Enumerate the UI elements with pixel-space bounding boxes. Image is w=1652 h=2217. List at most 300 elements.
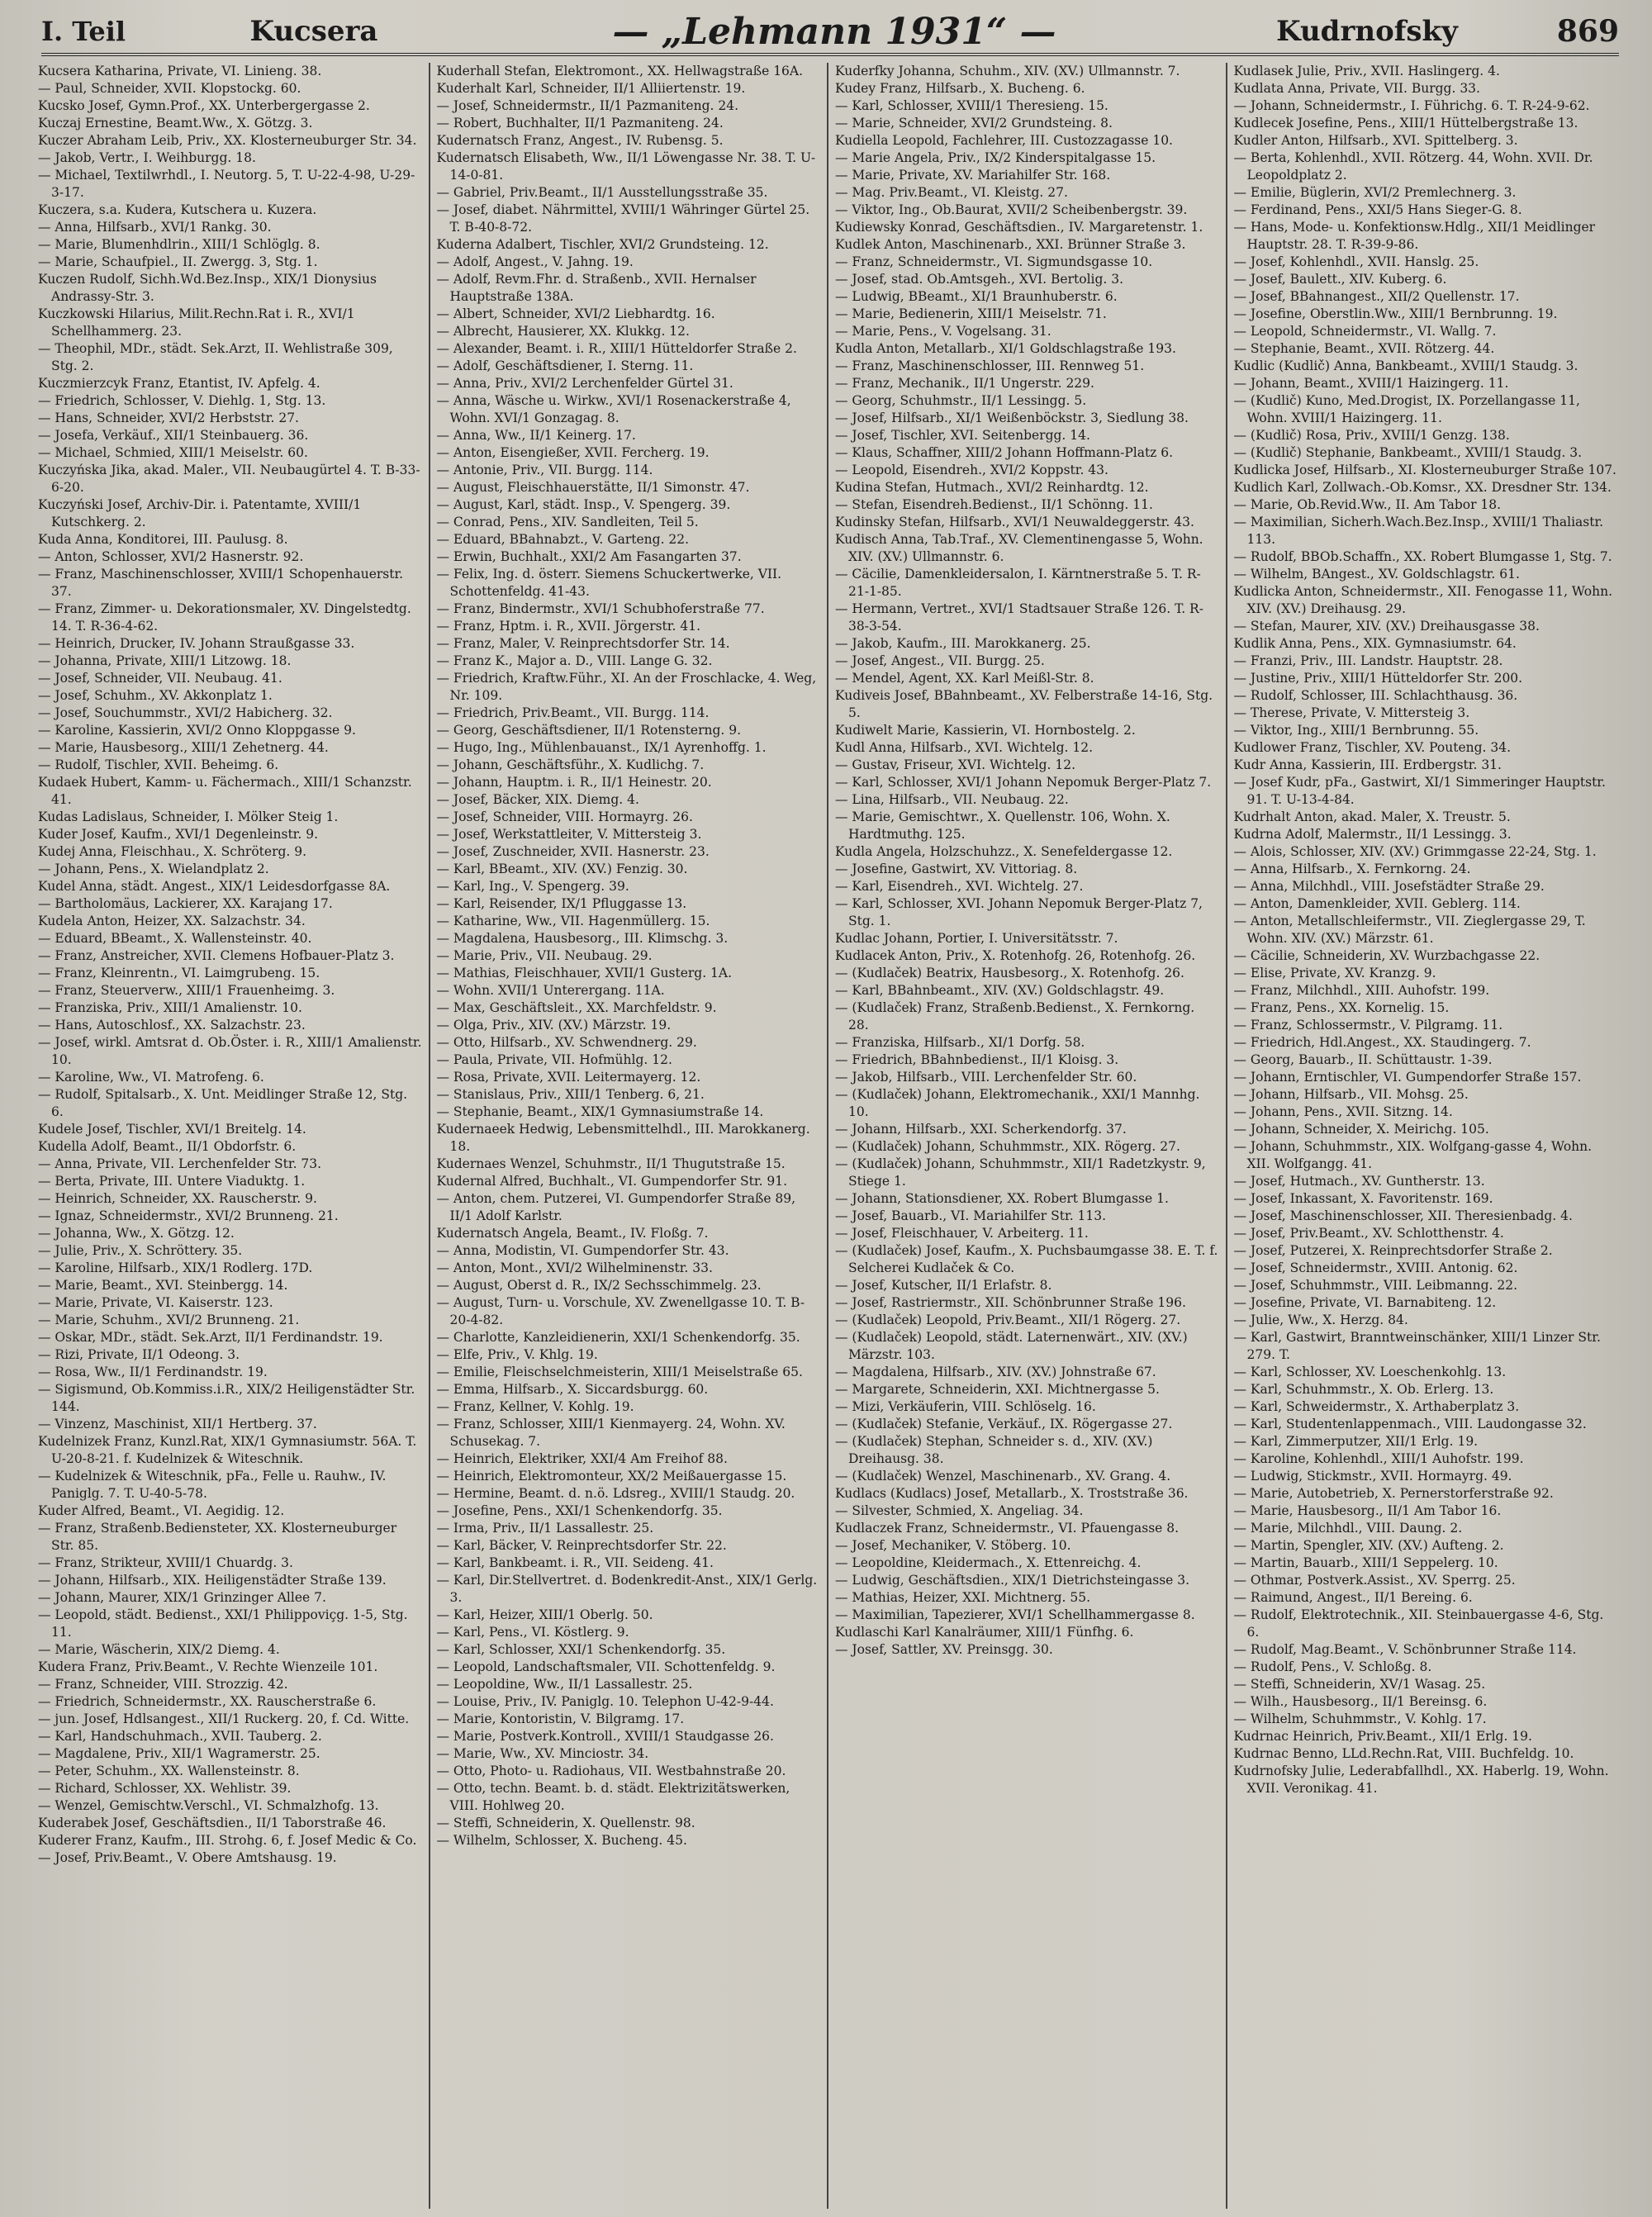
directory-entry: Kuczen Rudolf, Sichh.Wd.Bez.Insp., XIX/1 Dionysius Andrassy-Str. 3. bbox=[38, 272, 377, 304]
directory-entry: — (Kudlaček) Leopold, städt. Laternenwärt., XIV. (XV.) Märzstr. 103. bbox=[835, 1330, 1188, 1362]
directory-entry: — Johann, Schuhmmstr., XIX. Wolfgang-gasse 4, Wohn. XII. Wolfgangg. 41. bbox=[1233, 1139, 1593, 1171]
directory-entry: — Josefine, Private, VI. Barnabiteng. 12. bbox=[1233, 1295, 1497, 1310]
directory-entry: — Stefan, Maurer, XIV. (XV.) Dreihausgasse 38. bbox=[1233, 619, 1540, 634]
directory-entry: — Mizi, Verkäuferin, VIII. Schlöselg. 16. bbox=[835, 1399, 1096, 1414]
directory-entry: — Franz, Schlossermstr., V. Pilgramg. 11. bbox=[1233, 1018, 1503, 1033]
directory-entry: — Josef, Priv.Beamt., V. Obere Amtshausg. 19. bbox=[38, 1850, 337, 1865]
directory-entry: — Margarete, Schneiderin, XXI. Michtnergasse 5. bbox=[835, 1382, 1160, 1397]
directory-entry: — Johann, Pens., XVII. Sitzng. 14. bbox=[1233, 1104, 1453, 1119]
directory-entry: — Vinzenz, Maschinist, XII/1 Hertberg. 37. bbox=[38, 1417, 317, 1431]
directory-entry: — Martin, Bauarb., XIII/1 Seppelerg. 10. bbox=[1233, 1555, 1498, 1570]
directory-entry: Kudr Anna, Kassierin, III. Erdbergstr. 31. bbox=[1233, 757, 1502, 772]
directory-entry: Kucsera Katharina, Private, VI. Linieng. 38. bbox=[38, 64, 322, 78]
directory-entry: Kudas Ladislaus, Schneider, I. Mölker Steig 1. bbox=[38, 809, 339, 824]
directory-entry: — Karl, Gastwirt, Branntweinschänker, XIII/1 Linzer Str. 279. T. bbox=[1233, 1330, 1601, 1362]
section-label: I. Teil bbox=[41, 16, 126, 47]
directory-entry: — Franz, Schneidermstr., VI. Sigmundsgasse 10. bbox=[835, 254, 1153, 269]
directory-entry: Kudele Josef, Tischler, XVI/1 Breitelg. 14. bbox=[38, 1122, 306, 1137]
directory-entry: Kuczyński Josef, Archiv-Dir. i. Patentamte, XVIII/1 Kutschkerg. 2. bbox=[38, 497, 362, 529]
directory-entry: — (Kudlaček) Wenzel, Maschinenarb., XV. Grang. 4. bbox=[835, 1469, 1171, 1484]
directory-entry: — Wilhelm, Schuhmmstr., V. Kohlg. 17. bbox=[1233, 1711, 1487, 1726]
directory-entry: — Karl, Dir.Stellvertret. d. Bodenkredit-Anst., XIX/1 Gerlg. 3. bbox=[436, 1573, 818, 1605]
directory-entry: — (Kudlaček) Johann, Schuhmmstr., XIX. Rögerg. 27. bbox=[835, 1139, 1180, 1154]
directory-entry: Kudey Franz, Hilfsarb., X. Bucheng. 6. bbox=[835, 81, 1085, 96]
directory-entry: — Franz, Schneider, VIII. Strozzig. 42. bbox=[38, 1677, 288, 1692]
directory-entry: Kudlaschi Karl Kanalräumer, XIII/1 Fünfhg. 6. bbox=[835, 1625, 1134, 1640]
directory-entry: Kudiwelt Marie, Kassierin, VI. Hornbostelg. 2. bbox=[835, 723, 1136, 738]
directory-entry: — Josef, Mechaniker, V. Stöberg. 10. bbox=[835, 1538, 1071, 1553]
directory-entry: Kudrhalt Anton, akad. Maler, X. Treustr. 5. bbox=[1233, 809, 1511, 824]
directory-entry: — Karl, Schweidermstr., X. Arthaberplatz 3. bbox=[1233, 1399, 1520, 1414]
directory-entry: — Emilie, Fleischselchmeisterin, XIII/1 Meiselstraße 65. bbox=[436, 1365, 803, 1379]
directory-entry: Kudej Anna, Fleischhau., X. Schröterg. 9. bbox=[38, 844, 307, 859]
directory-entry: — jun. Josef, Hdlsangest., XII/1 Ruckerg. 20, f. Cd. Witte. bbox=[38, 1711, 410, 1726]
directory-entry: — Johann, Hilfsarb., VII. Mohsg. 25. bbox=[1233, 1087, 1469, 1102]
directory-entry: Kudlaczek Franz, Schneidermstr., VI. Pfauengasse 8. bbox=[835, 1521, 1180, 1536]
directory-entry: — Mathias, Heizer, XXI. Michtnerg. 55. bbox=[835, 1590, 1091, 1605]
directory-entry: — Franz, Maschinenschlosser, XVIII/1 Schopenhauerstr. 37. bbox=[38, 567, 404, 599]
directory-entry: — Eduard, BBahnabzt., V. Garteng. 22. bbox=[436, 532, 690, 547]
directory-entry: — Anton, Schlosser, XVI/2 Hasnerstr. 92. bbox=[38, 549, 304, 564]
directory-entry: — Conrad, Pens., XIV. Sandleiten, Teil 5. bbox=[436, 515, 699, 529]
directory-entry: — Anna, Hilfsarb., XVI/1 Rankg. 30. bbox=[38, 220, 272, 235]
directory-entry: Kudlacs (Kudlacs) Josef, Metallarb., X. Troststraße 36. bbox=[835, 1486, 1189, 1501]
directory-entry: — Friedrich, Schlosser, V. Diehlg. 1, Stg. 13. bbox=[38, 393, 326, 408]
directory-entry: — Josef, diabet. Nährmittel, XVIII/1 Währinger Gürtel 25. T. B-40-8-72. bbox=[436, 202, 810, 235]
directory-entry: — Anna, Milchhdl., VIII. Josefstädter Straße 29. bbox=[1233, 879, 1545, 894]
directory-entry: — Marie, Milchhdl., VIII. Daung. 2. bbox=[1233, 1521, 1463, 1536]
directory-entry: Kudera Franz, Priv.Beamt., V. Rechte Wienzeile 101. bbox=[38, 1659, 378, 1674]
directory-entry: — Leopold, städt. Bedienst., XXI/1 Philippoviçg. 1-5, Stg. 11. bbox=[38, 1607, 408, 1640]
directory-entry: — Maximilian, Sicherh.Wach.Bez.Insp., XVIII/1 Thaliastr. 113. bbox=[1233, 515, 1604, 547]
directory-entry: — Cäcilie, Schneiderin, XV. Wurzbachgasse 22. bbox=[1233, 948, 1540, 963]
directory-entry: — Otto, Photo- u. Radiohaus, VII. Westbahnstraße 20. bbox=[436, 1764, 786, 1778]
directory-entry: — Wenzel, Gemischtw.Verschl., VI. Schmalzhofg. 13. bbox=[38, 1798, 379, 1813]
directory-entry: — Hugo, Ing., Mühlenbauanst., IX/1 Ayrenhoffg. 1. bbox=[436, 740, 767, 755]
directory-entry: — Charlotte, Kanzleidienerin, XXI/1 Schenkendorfg. 35. bbox=[436, 1330, 800, 1345]
directory-entry: Kudlich Karl, Zollwach.-Ob.Komsr., XX. Dresdner Str. 134. bbox=[1233, 480, 1612, 495]
directory-entry: Kudla Angela, Holzschuhzz., X. Senefeldergasse 12. bbox=[835, 844, 1173, 859]
directory-entry: — Julie, Ww., X. Herzg. 84. bbox=[1233, 1313, 1408, 1327]
directory-entry: — Josef, Schuhm., XV. Akkonplatz 1. bbox=[38, 688, 273, 703]
directory-entry: — Anna, Priv., XVI/2 Lerchenfelder Gürtel 31. bbox=[436, 376, 733, 391]
directory-entry: — Elfe, Priv., V. Khlg. 19. bbox=[436, 1347, 598, 1362]
directory-entry: — Marie, Kontoristin, V. Bilgramg. 17. bbox=[436, 1711, 685, 1726]
directory-entry: — Anton, chem. Putzerei, VI. Gumpendorfer Straße 89, II/1 Adolf Karlstr. bbox=[436, 1191, 796, 1223]
directory-entry: — Karl, BBeamt., XIV. (XV.) Fenzig. 30. bbox=[436, 862, 688, 876]
directory-entry: — Ignaz, Schneidermstr., XVI/2 Brunneng. 21. bbox=[38, 1208, 339, 1223]
directory-entry: Kuczaj Ernestine, Beamt.Ww., X. Götzg. 3. bbox=[38, 116, 313, 131]
directory-entry: Kuderabek Josef, Geschäftsdien., II/1 Taborstraße 46. bbox=[38, 1816, 387, 1830]
directory-entry: — Bartholomäus, Lackierer, XX. Karajang 17. bbox=[38, 896, 333, 911]
directory-entry: Kudla Anton, Metallarb., XI/1 Goldschlagstraße 193. bbox=[835, 341, 1176, 356]
directory-entry: Kudiella Leopold, Fachlehrer, III. Custozzagasse 10. bbox=[835, 133, 1173, 148]
directory-entry: — (Kudlaček) Stephan, Schneider s. d., XIV. (XV.) Dreihausg. 38. bbox=[835, 1434, 1153, 1466]
directory-entry: — Franziska, Hilfsarb., XI/1 Dorfg. 58. bbox=[835, 1035, 1085, 1050]
directory-entry: — (Kudlaček) Johann, Schuhmmstr., XII/1 Radetzkystr. 9, Stiege 1. bbox=[835, 1156, 1206, 1189]
directory-entry: — Magdalene, Priv., XII/1 Wagramerstr. 25. bbox=[38, 1746, 320, 1761]
directory-entry: — Marie Angela, Priv., IX/2 Kinderspitalgasse 15. bbox=[835, 150, 1156, 165]
directory-entry: — Stephanie, Beamt., XIX/1 Gymnasiumstraße 14. bbox=[436, 1104, 764, 1119]
directory-entry: — Josef, Hilfsarb., XI/1 Weißenböckstr. 3, Siedlung 38. bbox=[835, 411, 1189, 425]
directory-entry: — (Kudlič) Kuno, Med.Drogist, IX. Porzellangasse 11, Wohn. XVIII/1 Haizingerg. 11. bbox=[1233, 393, 1580, 425]
directory-entry: — Franz K., Major a. D., VIII. Lange G. 32. bbox=[436, 653, 713, 668]
directory-entry: — Robert, Buchhalter, II/1 Pazmaniteng. 24. bbox=[436, 116, 724, 131]
directory-entry: — Karl, Reisender, IX/1 Pfluggasse 13. bbox=[436, 896, 687, 911]
directory-entry: Kudina Stefan, Hutmach., XVI/2 Reinhardtg. 12. bbox=[835, 480, 1149, 495]
directory-entry: — Erwin, Buchhalt., XXI/2 Am Fasangarten 37. bbox=[436, 549, 742, 564]
directory-entry: — Franz, Straßenb.Bediensteter, XX. Klosterneuburger Str. 85. bbox=[38, 1521, 397, 1553]
directory-entry: — Hans, Mode- u. Konfektionsw.Hdlg., XII/1 Meidlinger Hauptstr. 28. T. R-39-9-86. bbox=[1233, 220, 1596, 252]
directory-entry: — Karoline, Hilfsarb., XIX/1 Rodlerg. 17D. bbox=[38, 1260, 313, 1275]
directory-entry: — Friedrich, Kraftw.Führ., XI. An der Froschlacke, 4. Weg, Nr. 109. bbox=[436, 671, 817, 703]
directory-entry: — Anton, Mont., XVI/2 Wilhelminenstr. 33. bbox=[436, 1260, 713, 1275]
directory-entry: — Friedrich, Priv.Beamt., VII. Burgg. 114. bbox=[436, 705, 710, 720]
directory-entry: — Rudolf, Spitalsarb., X. Unt. Meidlinger Straße 12, Stg. 6. bbox=[38, 1087, 408, 1119]
directory-entry: Kudler Anton, Hilfsarb., XVI. Spittelberg. 3. bbox=[1233, 133, 1518, 148]
directory-entry: — Karl, Schlosser, XVI/1 Johann Nepomuk Berger-Platz 7. bbox=[835, 775, 1212, 790]
directory-entry: — Rizi, Private, II/1 Odeong. 3. bbox=[38, 1347, 240, 1362]
directory-entry: — Friedrich, Hdl.Angest., XX. Staudingerg. 7. bbox=[1233, 1035, 1531, 1050]
last-entry-keyword: Kudrnofsky bbox=[1276, 15, 1458, 48]
directory-entry: — (Kudlič) Rosa, Priv., XVIII/1 Genzg. 138. bbox=[1233, 428, 1510, 443]
directory-entry: — Magdalena, Hilfsarb., XIV. (XV.) Johnstraße 67. bbox=[835, 1365, 1156, 1379]
directory-entry: — Rudolf, BBOb.Schaffn., XX. Robert Blumgasse 1, Stg. 7. bbox=[1233, 549, 1612, 564]
directory-entry: — Anna, Private, VII. Lerchenfelder Str. 73. bbox=[38, 1156, 322, 1171]
directory-entry: Kuczer Abraham Leib, Priv., XX. Klosterneuburger Str. 34. bbox=[38, 133, 417, 148]
directory-entry: — Wohn. XVII/1 Unterergang. 11A. bbox=[436, 983, 665, 998]
directory-entry: — Karl, Pens., VI. Köstlerg. 9. bbox=[436, 1625, 629, 1640]
directory-entry: — Karl, Heizer, XIII/1 Oberlg. 50. bbox=[436, 1607, 653, 1622]
directory-entry: — Stephanie, Beamt., XVII. Rötzerg. 44. bbox=[1233, 341, 1495, 356]
entry-columns bbox=[31, 63, 1624, 2209]
column-2 bbox=[430, 63, 829, 2209]
directory-entry: — Irma, Priv., II/1 Lassallestr. 25. bbox=[436, 1521, 654, 1536]
directory-entry: Kudlasek Julie, Priv., XVII. Haslingerg. 4. bbox=[1233, 64, 1500, 78]
directory-entry: — Josef, stad. Ob.Amtsgeh., XVI. Bertolig. 3. bbox=[835, 272, 1124, 287]
directory-entry: — Marie, Postverk.Kontroll., XVIII/1 Staudgasse 26. bbox=[436, 1729, 774, 1744]
directory-entry: Kudaek Hubert, Kamm- u. Fächermach., XIII/1 Schanzstr. 41. bbox=[38, 775, 412, 807]
directory-entry: — Silvester, Schmied, X. Angeliag. 34. bbox=[835, 1503, 1084, 1518]
directory-entry: — Albrecht, Hausierer, XX. Klukkg. 12. bbox=[436, 324, 690, 339]
directory-entry: — Leopold, Landschaftsmaler, VII. Schottenfeldg. 9. bbox=[436, 1659, 776, 1674]
directory-entry: — Otto, Hilfsarb., XV. Schwendnerg. 29. bbox=[436, 1035, 697, 1050]
directory-entry: — Emma, Hilfsarb., X. Siccardsburgg. 60. bbox=[436, 1382, 709, 1397]
directory-entry: Kudisch Anna, Tab.Traf., XV. Clementinengasse 5, Wohn. XIV. (XV.) Ullmannstr. 6. bbox=[835, 532, 1203, 564]
directory-entry: — Steffi, Schneiderin, XV/1 Wasag. 25. bbox=[1233, 1677, 1486, 1692]
directory-entry: — Theophil, MDr., städt. Sek.Arzt, II. Wehlistraße 309, Stg. 2. bbox=[38, 341, 393, 373]
directory-entry: — Karl, Ing., V. Spengerg. 39. bbox=[436, 879, 629, 894]
directory-entry: — Franz, Zimmer- u. Dekorationsmaler, XV. Dingelstedtg. 14. T. R-36-4-62. bbox=[38, 601, 411, 634]
directory-entry: Kudernatsch Elisabeth, Ww., II/1 Löwengasse Nr. 38. T. U-14-0-81. bbox=[436, 150, 816, 183]
directory-entry: — Hermann, Vertret., XVI/1 Stadtsauer Straße 126. T. R-38-3-54. bbox=[835, 601, 1203, 634]
directory-entry: — Viktor, Ing., XIII/1 Bernbrunng. 55. bbox=[1233, 723, 1479, 738]
directory-entry: — Franz, Maschinenschlosser, III. Rennweg 51. bbox=[835, 358, 1145, 373]
directory-entry: — Marie, Wäscherin, XIX/2 Diemg. 4. bbox=[38, 1642, 280, 1657]
directory-entry: — Alois, Schlosser, XIV. (XV.) Grimmgasse 22-24, Stg. 1. bbox=[1233, 844, 1597, 859]
directory-entry: Kuczkowski Hilarius, Milit.Rechn.Rat i. R., XVI/1 Schellhammerg. 23. bbox=[38, 306, 355, 339]
directory-entry: — Franz, Milchhdl., XIII. Auhofstr. 199. bbox=[1233, 983, 1490, 998]
directory-entry: — Josef, Sattler, XV. Preinsgg. 30. bbox=[835, 1642, 1053, 1657]
directory-entry: — Anna, Wäsche u. Wirkw., XVI/1 Rosenackerstraße 4, Wohn. XVI/1 Gonzagag. 8. bbox=[436, 393, 791, 425]
directory-entry: — Katharine, Ww., VII. Hagenmüllerg. 15. bbox=[436, 914, 710, 928]
directory-title: — „Lehmann 1931“ — bbox=[612, 10, 1056, 53]
directory-entry: — Karl, Studentenlappenmach., VIII. Laudongasse 32. bbox=[1233, 1417, 1587, 1431]
directory-entry: Kudlik Anna, Pens., XIX. Gymnasiumstr. 64. bbox=[1233, 636, 1517, 651]
directory-entry: — Paul, Schneider, XVII. Klopstockg. 60. bbox=[38, 81, 301, 96]
directory-entry: — Josef, Bäcker, XIX. Diemg. 4. bbox=[436, 792, 639, 807]
directory-entry: — Friedrich, Schneidermstr., XX. Rauscherstraße 6. bbox=[38, 1694, 377, 1709]
directory-entry: Kuderer Franz, Kaufm., III. Strohg. 6, f. Josef Medic & Co. bbox=[38, 1833, 417, 1848]
directory-entry: — Karl, Schlosser, XV. Loeschenkohlg. 13. bbox=[1233, 1365, 1507, 1379]
directory-entry: — Johann, Maurer, XIX/1 Grinzinger Allee 7. bbox=[38, 1590, 326, 1605]
directory-entry: — Johann, Pens., X. Wielandplatz 2. bbox=[38, 862, 269, 876]
directory-entry: — Magdalena, Hausbesorg., III. Klimschg. 3. bbox=[436, 931, 729, 946]
directory-entry: — Ludwig, BBeamt., XI/1 Braunhuberstr. 6. bbox=[835, 289, 1118, 304]
directory-entry: — Felix, Ing. d. österr. Siemens Schuckertwerke, VII. Schottenfeldg. 41-43. bbox=[436, 567, 782, 599]
directory-entry: — August, Turn- u. Vorschule, XV. Zwenellgasse 10. T. B-20-4-82. bbox=[436, 1295, 805, 1327]
directory-entry: — Josefine, Pens., XXI/1 Schenkendorfg. 35. bbox=[436, 1503, 723, 1518]
directory-entry: — Johann, Beamt., XVIII/1 Haizingerg. 11. bbox=[1233, 376, 1509, 391]
page-number: 869 bbox=[1556, 14, 1619, 49]
directory-entry: — Karl, Zimmerputzer, XII/1 Erlg. 19. bbox=[1233, 1434, 1479, 1449]
directory-entry: — Heinrich, Elektriker, XXI/4 Am Freihof 88. bbox=[436, 1451, 728, 1466]
directory-entry: — Franziska, Priv., XIII/1 Amalienstr. 10. bbox=[38, 1000, 302, 1015]
directory-entry: — Josef, Putzerei, X. Reinprechtsdorfer Straße 2. bbox=[1233, 1243, 1553, 1258]
directory-entry: — Karl, Bankbeamt. i. R., VII. Seideng. 41. bbox=[436, 1555, 714, 1570]
directory-entry: — (Kudlaček) Beatrix, Hausbesorg., X. Rotenhofg. 26. bbox=[835, 966, 1184, 980]
directory-entry: — Josef, Kohlenhdl., XVII. Hanslg. 25. bbox=[1233, 254, 1479, 269]
directory-entry: — Anna, Modistin, VI. Gumpendorfer Str. 43. bbox=[436, 1243, 729, 1258]
directory-entry: — Franz, Kleinrentn., VI. Laimgrubeng. 15. bbox=[38, 966, 320, 980]
directory-entry: Kuczmierzcyk Franz, Etantist, IV. Apfelg. 4. bbox=[38, 376, 320, 391]
directory-entry: — Josef, Schneider, VIII. Hormayrg. 26. bbox=[436, 809, 693, 824]
directory-entry: — Josef, Angest., VII. Burgg. 25. bbox=[835, 653, 1045, 668]
directory-entry: — Mendel, Agent, XX. Karl Meißl-Str. 8. bbox=[835, 671, 1094, 686]
directory-entry: Kudrnofsky Julie, Lederabfallhdl., XX. Haberlg. 19, Wohn. XVII. Veronikag. 41. bbox=[1233, 1764, 1609, 1796]
directory-entry: Kudinsky Stefan, Hilfsarb., XVI/1 Neuwaldeggerstr. 43. bbox=[835, 515, 1194, 529]
directory-entry: — Johanna, Ww., X. Götzg. 12. bbox=[38, 1226, 235, 1241]
directory-entry: — Marie, Hausbesorg., II/1 Am Tabor 16. bbox=[1233, 1503, 1502, 1518]
directory-entry: — Adolf, Revm.Fhr. d. Straßenb., XVII. Hernalser Hauptstraße 138A. bbox=[436, 272, 757, 304]
directory-entry: — Wilh., Hausbesorg., II/1 Bereinsg. 6. bbox=[1233, 1694, 1488, 1709]
directory-entry: — Johann, Erntischler, VI. Gumpendorfer Straße 157. bbox=[1233, 1070, 1582, 1085]
directory-entry: — Stanislaus, Priv., XIII/1 Tenberg. 6, 21. bbox=[436, 1087, 705, 1102]
directory-entry: — Franz, Strikteur, XVIII/1 Chuardg. 3. bbox=[38, 1555, 293, 1570]
directory-entry: — Karl, Eisendreh., XVI. Wichtelg. 27. bbox=[835, 879, 1084, 894]
directory-entry: — Steffi, Schneiderin, X. Quellenstr. 98. bbox=[436, 1816, 695, 1830]
directory-entry: — Johann, Hauptm. i. R., II/1 Heinestr. 20. bbox=[436, 775, 712, 790]
directory-entry: Kudelnizek Franz, Kunzl.Rat, XIX/1 Gymnasiumstr. 56A. T. U-20-8-21. f. Kudelnizek & Witeschnik. bbox=[38, 1434, 417, 1466]
directory-entry: — Jakob, Hilfsarb., VIII. Lerchenfelder Str. 60. bbox=[835, 1070, 1137, 1085]
directory-entry: Kuderhall Stefan, Elektromont., XX. Hellwagstraße 16A. bbox=[436, 64, 804, 78]
directory-entry: — Franz, Bindermstr., XVI/1 Schubhoferstraße 77. bbox=[436, 601, 765, 616]
directory-entry: — Emilie, Büglerin, XVI/2 Premlechnerg. 3. bbox=[1233, 185, 1517, 200]
directory-entry: — Olga, Priv., XIV. (XV.) Märzstr. 19. bbox=[436, 1018, 672, 1033]
directory-entry: Kuderfky Johanna, Schuhm., XIV. (XV.) Ullmannstr. 7. bbox=[835, 64, 1180, 78]
directory-entry: — (Kudlaček) Josef, Kaufm., X. Puchsbaumgasse 38. E. T. f. Selcherei Kudlaček & Co. bbox=[835, 1243, 1218, 1275]
directory-entry: — Karoline, Kohlenhdl., XIII/1 Auhofstr. 199. bbox=[1233, 1451, 1524, 1466]
directory-entry: — Josef, Schneidermstr., XVIII. Antonig. 62. bbox=[1233, 1260, 1518, 1275]
directory-entry: Kuder Alfred, Beamt., VI. Aegidig. 12. bbox=[38, 1503, 285, 1518]
directory-entry: — Marie, Autobetrieb, X. Pernerstorferstraße 92. bbox=[1233, 1486, 1554, 1501]
directory-entry: — Franz, Schlosser, XIII/1 Kienmayerg. 24, Wohn. XV. Schusekag. 7. bbox=[436, 1417, 786, 1449]
directory-entry: — Rudolf, Schlosser, III. Schlachthausg. 36. bbox=[1233, 688, 1518, 703]
directory-entry: Kudlacek Anton, Priv., X. Rotenhofg. 26, Rotenhofg. 26. bbox=[835, 948, 1196, 963]
directory-entry: — Johann, Schneidermstr., I. Führichg. 6. T. R-24-9-62. bbox=[1233, 98, 1590, 113]
directory-entry: Kudlicka Josef, Hilfsarb., XI. Klosterneuburger Straße 107. bbox=[1233, 463, 1616, 477]
directory-entry: — Josefine, Gastwirt, XV. Vittoriag. 8. bbox=[835, 862, 1078, 876]
directory-entry: — August, Karl, städt. Insp., V. Spengerg. 39. bbox=[436, 497, 731, 512]
directory-entry: — Karl, BBahnbeamt., XIV. (XV.) Goldschlagstr. 49. bbox=[835, 983, 1165, 998]
directory-entry: — Anna, Hilfsarb., X. Fernkorng. 24. bbox=[1233, 862, 1471, 876]
directory-entry: — Johann, Geschäftsführ., X. Kudlichg. 7. bbox=[436, 757, 705, 772]
directory-entry: — Ludwig, Geschäftsdien., XIX/1 Dietrichsteingasse 3. bbox=[835, 1573, 1190, 1588]
column-4 bbox=[1227, 63, 1625, 2209]
directory-entry: — Jakob, Vertr., I. Weihburgg. 18. bbox=[38, 150, 256, 165]
directory-entry: — Leopold, Eisendreh., XVI/2 Koppstr. 43. bbox=[835, 463, 1108, 477]
directory-entry: — Karl, Schlosser, XXI/1 Schenkendorfg. 35. bbox=[436, 1642, 726, 1657]
directory-entry: — Antonie, Priv., VII. Burgg. 114. bbox=[436, 463, 653, 477]
directory-entry: Kuda Anna, Konditorei, III. Paulusg. 8. bbox=[38, 532, 288, 547]
directory-entry: Kudlek Anton, Maschinenarb., XXI. Brünner Straße 3. bbox=[835, 237, 1186, 252]
column-1 bbox=[31, 63, 430, 2209]
directory-entry: — Josef, Souchummstr., XVI/2 Habicherg. 32. bbox=[38, 705, 333, 720]
directory-entry: — Anton, Damenkleider, XVII. Geblerg. 114. bbox=[1233, 896, 1521, 911]
directory-entry: — Louise, Priv., IV. Paniglg. 10. Telephon U-42-9-44. bbox=[436, 1694, 774, 1709]
directory-entry: — Rudolf, Mag.Beamt., V. Schönbrunner Straße 114. bbox=[1233, 1642, 1577, 1657]
directory-entry: — Anna, Ww., II/1 Keinerg. 17. bbox=[436, 428, 636, 443]
directory-entry: Kudernatsch Angela, Beamt., IV. Floßg. 7. bbox=[436, 1226, 709, 1241]
directory-entry: Kudiveis Josef, BBahnbeamt., XV. Felberstraße 14-16, Stg. 5. bbox=[835, 688, 1213, 720]
directory-entry: — Leopoldine, Kleidermach., X. Ettenreichg. 4. bbox=[835, 1555, 1142, 1570]
column-3 bbox=[828, 63, 1227, 2209]
directory-entry: — Marie, Hausbesorg., XIII/1 Zehetnerg. 44. bbox=[38, 740, 329, 755]
directory-entry: — Marie, Bedienerin, XIII/1 Meiselstr. 71. bbox=[835, 306, 1107, 321]
directory-entry: — Gabriel, Priv.Beamt., II/1 Ausstellungsstraße 35. bbox=[436, 185, 768, 200]
directory-entry: — Johann, Schneider, X. Meirichg. 105. bbox=[1233, 1122, 1489, 1137]
directory-entry: — Otto, techn. Beamt. b. d. städt. Elektrizitätswerken, VIII. Hohlweg 20. bbox=[436, 1781, 790, 1813]
directory-entry: — Leopoldine, Ww., II/1 Lassallestr. 25. bbox=[436, 1677, 693, 1692]
directory-entry: — Raimund, Angest., II/1 Bereing. 6. bbox=[1233, 1590, 1473, 1605]
directory-entry: — Josef, Hutmach., XV. Guntherstr. 13. bbox=[1233, 1174, 1485, 1189]
directory-entry: — Wilhelm, Schlosser, X. Bucheng. 45. bbox=[436, 1833, 687, 1848]
directory-entry: — Josef, Zuschneider, XVII. Hasnerstr. 23. bbox=[436, 844, 710, 859]
directory-entry: — Karl, Handschuhmach., XVII. Tauberg. 2. bbox=[38, 1729, 322, 1744]
directory-entry: — Berta, Kohlenhdl., XVII. Rötzerg. 44, Wohn. XVII. Dr. Leopoldplatz 2. bbox=[1233, 150, 1593, 183]
directory-entry: Kudel Anna, städt. Angest., XIX/1 Leidesdorfgasse 8A. bbox=[38, 879, 391, 894]
directory-entry: — Johanna, Private, XIII/1 Litzowg. 18. bbox=[38, 653, 292, 668]
directory-entry: — Alexander, Beamt. i. R., XIII/1 Hütteldorfer Straße 2. bbox=[436, 341, 797, 356]
directory-entry: — Marie, Ob.Revid.Ww., II. Am Tabor 18. bbox=[1233, 497, 1502, 512]
directory-entry: Kudlecek Josefine, Pens., XIII/1 Hüttelbergstraße 13. bbox=[1233, 116, 1578, 131]
directory-entry: — Josef Kudr, pFa., Gastwirt, XI/1 Simmeringer Hauptstr. 91. T. U-13-4-84. bbox=[1233, 775, 1606, 807]
directory-entry: — Josef, Schneidermstr., II/1 Pazmaniteng. 24. bbox=[436, 98, 738, 113]
directory-entry: — Josef, Tischler, XVI. Seitenbergg. 14. bbox=[835, 428, 1090, 443]
directory-entry: — Josef, Rastriermstr., XII. Schönbrunner Straße 196. bbox=[835, 1295, 1186, 1310]
directory-entry: — Marie, Schaufpiel., II. Zwergg. 3, Stg. 1. bbox=[38, 254, 318, 269]
directory-entry: — Wilhelm, BAngest., XV. Goldschlagstr. 61. bbox=[1233, 567, 1520, 582]
directory-entry: — Heinrich, Drucker, IV. Johann Straußgasse 33. bbox=[38, 636, 355, 651]
directory-entry: — Marie, Private, XV. Mariahilfer Str. 168. bbox=[835, 168, 1111, 183]
directory-entry: — Josef, Fleischhauer, V. Arbeiterg. 11. bbox=[835, 1226, 1089, 1241]
directory-entry: — Josef, Bauarb., VI. Mariahilfer Str. 113. bbox=[835, 1208, 1107, 1223]
directory-entry: — Karoline, Ww., VI. Matrofeng. 6. bbox=[38, 1070, 264, 1085]
directory-entry: — Berta, Private, III. Untere Viaduktg. 1. bbox=[38, 1174, 306, 1189]
directory-entry: Kudlac Johann, Portier, I. Universitätsstr. 7. bbox=[835, 931, 1118, 946]
directory-entry: — Johann, Stationsdiener, XX. Robert Blumgasse 1. bbox=[835, 1191, 1169, 1206]
directory-entry: — (Kudlič) Stephanie, Bankbeamt., XVIII/1 Staudg. 3. bbox=[1233, 445, 1583, 460]
directory-entry: — Marie, Schuhm., XVI/2 Brunneng. 21. bbox=[38, 1313, 300, 1327]
directory-entry: — Mag. Priv.Beamt., VI. Kleistg. 27. bbox=[835, 185, 1068, 200]
directory-entry: — Anton, Eisengießer, XVII. Fercherg. 19. bbox=[436, 445, 710, 460]
directory-entry: — Kudelnizek & Witeschnik, pFa., Felle u. Rauhw., IV. Paniglg. 7. T. U-40-5-78. bbox=[38, 1469, 387, 1501]
directory-entry: — Albert, Schneider, XVI/2 Liebhardtg. 16. bbox=[436, 306, 715, 321]
directory-entry: Kudrnac Benno, LLd.Rechn.Rat, VIII. Buchfeldg. 10. bbox=[1233, 1746, 1574, 1761]
directory-entry: — Cäcilie, Damenkleidersalon, I. Kärntnerstraße 5. T. R-21-1-85. bbox=[835, 567, 1201, 599]
directory-entry: — Franz, Pens., XX. Kornelig. 15. bbox=[1233, 1000, 1450, 1015]
directory-entry: — Justine, Priv., XIII/1 Hütteldorfer Str. 200. bbox=[1233, 671, 1523, 686]
directory-entry: — Heinrich, Schneider, XX. Rauscherstr. 9. bbox=[38, 1191, 317, 1206]
directory-entry: Kuczyńska Jika, akad. Maler., VII. Neubaugürtel 4. T. B-33-6-20. bbox=[38, 463, 420, 495]
directory-entry: — Rosa, Ww., II/1 Ferdinandstr. 19. bbox=[38, 1365, 268, 1379]
directory-entry: — Ludwig, Stickmstr., XVII. Hormayrg. 49. bbox=[1233, 1469, 1512, 1484]
directory-entry: — Josef, Werkstattleiter, V. Mittersteig 3. bbox=[436, 827, 702, 842]
directory-entry: — Rudolf, Pens., V. Schloßg. 8. bbox=[1233, 1659, 1432, 1674]
page-header bbox=[41, 10, 1619, 56]
directory-entry: — Marie, Ww., XV. Minciostr. 34. bbox=[436, 1746, 649, 1761]
directory-entry: — Franz, Anstreicher, XVII. Clemens Hofbauer-Platz 3. bbox=[38, 948, 395, 963]
directory-entry: — Ferdinand, Pens., XXI/5 Hans Sieger-G. 8. bbox=[1233, 202, 1522, 217]
directory-entry: — Georg, Geschäftsdiener, II/1 Rotensterng. 9. bbox=[436, 723, 742, 738]
directory-entry: — Michael, Textilwrhdl., I. Neutorg. 5, T. U-22-4-98, U-29-3-17. bbox=[38, 168, 415, 200]
directory-entry: — Josef, Kutscher, II/1 Erlafstr. 8. bbox=[835, 1278, 1052, 1293]
directory-entry: — Anton, Metallschleifermstr., VII. Zieglergasse 29, T. Wohn. XIV. (XV.) Märzstr. 61. bbox=[1233, 914, 1586, 946]
directory-entry: — Josef, BBahnangest., XII/2 Quellenstr. 17. bbox=[1233, 289, 1520, 304]
directory-entry: — Marie, Blumenhdlrin., XIII/1 Schlöglg. 8. bbox=[38, 237, 320, 252]
first-entry-keyword: Kucsera bbox=[249, 15, 378, 48]
directory-entry: — Marie, Private, VI. Kaiserstr. 123. bbox=[38, 1295, 273, 1310]
directory-entry: Kudrnac Heinrich, Priv.Beamt., XII/1 Erlg. 19. bbox=[1233, 1729, 1532, 1744]
directory-entry: — Peter, Schuhm., XX. Wallensteinstr. 8. bbox=[38, 1764, 300, 1778]
directory-entry: Kudlata Anna, Private, VII. Burgg. 33. bbox=[1233, 81, 1480, 96]
directory-entry: — Franz, Mechanik., II/1 Ungerstr. 229. bbox=[835, 376, 1094, 391]
directory-entry: — Viktor, Ing., Ob.Baurat, XVII/2 Scheibenbergstr. 39. bbox=[835, 202, 1188, 217]
directory-entry: — Martin, Spengler, XIV. (XV.) Aufteng. 2. bbox=[1233, 1538, 1504, 1553]
directory-entry: — Johann, Hilfsarb., XXI. Scherkendorfg. 37. bbox=[835, 1122, 1127, 1137]
directory-entry: — Georg, Bauarb., II. Schüttaustr. 1-39. bbox=[1233, 1052, 1493, 1067]
directory-entry: — Franz, Steuerverw., XIII/1 Frauenheimg. 3. bbox=[38, 983, 335, 998]
directory-entry: — Josefine, Oberstlin.Ww., XIII/1 Bernbrunng. 19. bbox=[1233, 306, 1558, 321]
directory-entry: — Leopold, Schneidermstr., VI. Wallg. 7. bbox=[1233, 324, 1497, 339]
directory-entry: Kudrna Adolf, Malermstr., II/1 Lessingg. 3. bbox=[1233, 827, 1512, 842]
directory-entry: — Josef, Baulett., XIV. Kuberg. 6. bbox=[1233, 272, 1447, 287]
directory-entry: Kudlic (Kudlič) Anna, Bankbeamt., XVIII/1 Staudg. 3. bbox=[1233, 358, 1578, 373]
directory-entry: Kudlower Franz, Tischler, XV. Pouteng. 34. bbox=[1233, 740, 1512, 755]
directory-entry: — Josef, Schuhmmstr., VIII. Leibmanng. 22. bbox=[1233, 1278, 1518, 1293]
directory-entry: — Klaus, Schaffner, XIII/2 Johann Hoffmann-Platz 6. bbox=[835, 445, 1174, 460]
directory-entry: — Paula, Private, VII. Hofmühlg. 12. bbox=[436, 1052, 672, 1067]
directory-entry: — Hans, Schneider, XVI/2 Herbststr. 27. bbox=[38, 411, 299, 425]
directory-entry: — August, Oberst d. R., IX/2 Sechsschimmelg. 23. bbox=[436, 1278, 762, 1293]
directory-entry: — Hermine, Beamt. d. n.ö. Ldsreg., XVIII/1 Staudg. 20. bbox=[436, 1486, 795, 1501]
directory-entry: Kuder Josef, Kaufm., XVI/1 Degenleinstr. 9. bbox=[38, 827, 319, 842]
directory-entry: — Mathias, Fleischhauer, XVII/1 Gusterg. 1A. bbox=[436, 966, 733, 980]
directory-entry: Kudela Anton, Heizer, XX. Salzachstr. 34. bbox=[38, 914, 306, 928]
directory-entry: Kudlicka Anton, Schneidermstr., XII. Fenogasse 11, Wohn. XIV. (XV.) Dreihausg. 29. bbox=[1233, 584, 1613, 616]
directory-entry: — Karl, Bäcker, V. Reinprechtsdorfer Str. 22. bbox=[436, 1538, 727, 1553]
directory-entry: — Josef, wirkl. Amtsrat d. Ob.Öster. i. R., XIII/1 Amalienstr. 10. bbox=[38, 1035, 422, 1067]
